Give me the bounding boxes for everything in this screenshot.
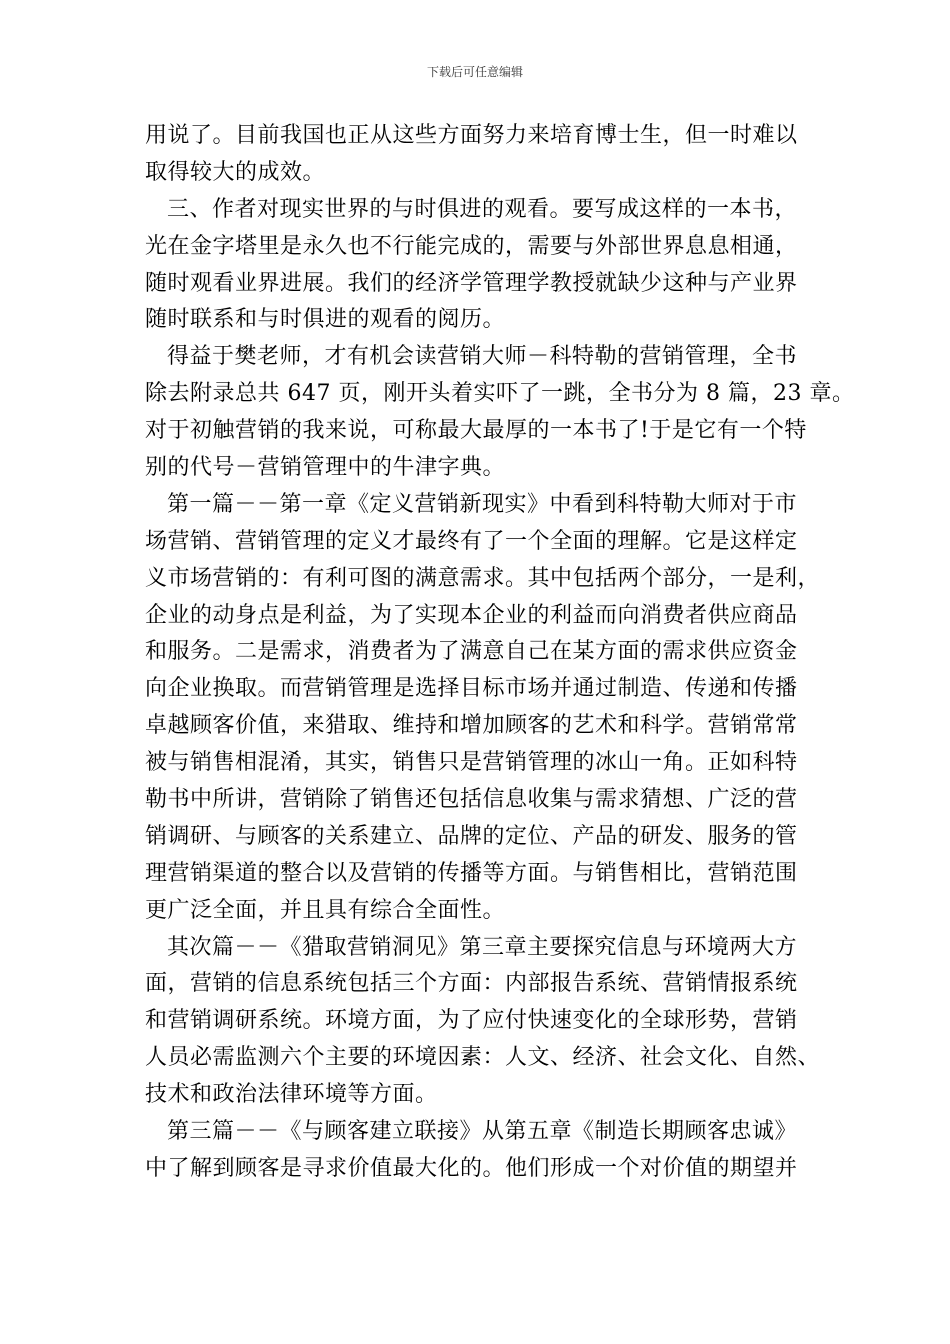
text-line: 别的代号－营销管理中的牛津字典。	[145, 455, 506, 481]
body-text	[145, 118, 855, 1188]
paragraph-start-line: 第三篇－－《与顾客建立联接》从第五章《制造长期顾客忠诚》	[167, 1119, 798, 1145]
text-line: 和营销调研系统。环境方面，为了应付快速变化的全球形势，营销	[145, 1008, 798, 1034]
text-line: 和服务。二是需求，消费者为了满意自己在某方面的需求供应资金	[145, 639, 798, 665]
paragraph-start-line: 三、作者对现实世界的与时俱进的观看。要写成这样的一本书，	[167, 196, 798, 222]
text-line: 随时联系和与时俱进的观看的阅历。	[145, 307, 506, 333]
text-line: 勒书中所讲，营销除了销售还包括信息收集与需求猜想、广泛的营	[145, 787, 798, 813]
text-line: 对于初触营销的我来说，可称最大最厚的一本书了!于是它有一个特	[145, 418, 807, 444]
page-header: 下载后可任意编辑	[426, 65, 523, 79]
text-line: 随时观看业界进展。我们的经济学管理学教授就缺少这种与产业界	[145, 270, 798, 296]
text-line: 义市场营销的：有利可图的满意需求。其中包括两个部分，一是利，	[145, 565, 821, 591]
text-line: 除去附录总共 647 页，刚开头着实吓了一跳，全书分为 8 篇，23 章。	[145, 381, 855, 407]
text-line: 中了解到顾客是寻求价值最大化的。他们形成一个对价值的期望并	[145, 1155, 798, 1181]
paragraph-start-line: 其次篇－－《猎取营销洞见》第三章主要探究信息与环境两大方	[167, 934, 798, 960]
text-line: 销调研、与顾客的关系建立、品牌的定位、产品的研发、服务的管	[145, 823, 798, 849]
text-line: 企业的动身点是利益，为了实现本企业的利益而向消费者供应商品	[145, 602, 798, 628]
text-line: 向企业换取。而营销管理是选择目标市场并通过制造、传递和传播	[145, 676, 798, 702]
text-line: 取得较大的成效。	[145, 159, 326, 185]
text-line: 场营销、营销管理的定义才最终有了一个全面的理解。它是这样定	[145, 528, 798, 554]
text-line: 技术和政治法律环境等方面。	[145, 1082, 438, 1108]
text-line: 被与销售相混淆，其实，销售只是营销管理的冰山一角。正如科特	[145, 750, 798, 776]
paragraph-start-line: 得益于樊老师，才有机会读营销大师－科特勒的营销管理，全书	[167, 344, 798, 370]
text-line: 光在金字塔里是永久也不行能完成的，需要与外部世界息息相通，	[145, 233, 798, 259]
text-line: 更广泛全面，并且具有综合全面性。	[145, 897, 506, 923]
paragraph-start-line: 第一篇－－第一章《定义营销新现实》中看到科特勒大师对于市	[167, 491, 798, 517]
text-line: 人员必需监测六个主要的环境因素：人文、经济、社会文化、自然、	[145, 1045, 821, 1071]
text-line: 卓越顾客价值，来猎取、维持和增加顾客的艺术和科学。营销常常	[145, 713, 798, 739]
text-line: 用说了。目前我国也正从这些方面努力来培育博士生，但一时难以	[145, 123, 798, 148]
text-line: 面，营销的信息系统包括三个方面：内部报告系统、营销情报系统	[145, 971, 798, 997]
text-line: 理营销渠道的整合以及营销的传播等方面。与销售相比，营销范围	[145, 860, 798, 886]
